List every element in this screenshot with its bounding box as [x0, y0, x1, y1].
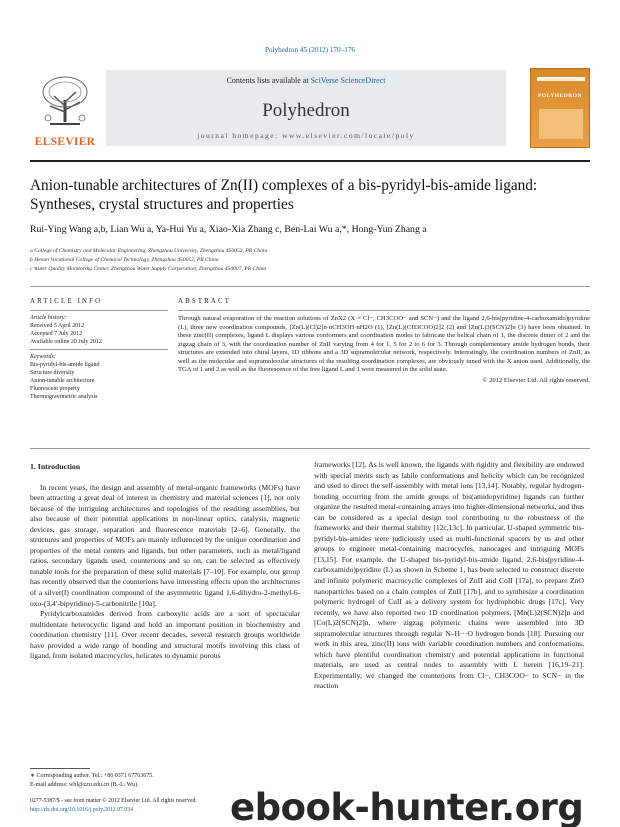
keyword: Structure diversity: [30, 370, 75, 376]
cover-title: POLYHEDRON: [538, 93, 582, 99]
corresponding-author: ∗ Corresponding author. Tel.: +86 0371 67763675.: [30, 773, 154, 779]
article-info-rule: [30, 310, 168, 311]
abstract-copyright: © 2012 Elsevier Ltd. All rights reserved.: [482, 376, 590, 384]
body-column-right: [314, 460, 584, 692]
abstract-rule: [178, 310, 590, 311]
keywords-rule: [30, 349, 168, 350]
abstract: [178, 298, 590, 384]
sciencedirect-link[interactable]: SciVerse ScienceDirect: [310, 76, 386, 85]
journal-masthead: [30, 64, 590, 154]
article-info: [30, 298, 168, 401]
keyword: Anion-tunable architecture: [30, 378, 95, 384]
elsevier-tree-icon: [36, 72, 94, 130]
author-email[interactable]: E-mail address: wbl@zzu.edu.cn (B.-L. Wu).: [30, 782, 139, 788]
history-label: Article history:: [30, 315, 67, 321]
affiliations: [30, 247, 590, 274]
doi-link[interactable]: http://dx.doi.org/10.1016/j.poly.2012.07.034: [30, 806, 134, 813]
affiliation-a: a College of Chemistry and Molecular Engineering, Zhengzhou University, Zhengzhou 450052, PR China: [30, 248, 268, 254]
header-divider: [30, 286, 590, 287]
keywords-label: Keywords:: [30, 354, 56, 360]
journal-homepage[interactable]: journal homepage: www.elsevier.com/locate/poly: [197, 131, 415, 140]
journal-citation[interactable]: Polyhedron 45 (2012) 170–176: [264, 46, 356, 54]
article-info-heading: ARTICLE INFO: [30, 298, 103, 305]
issn-line: 0277-5387/$ - see front matter © 2012 Elsevier Ltd. All rights reserved.: [30, 798, 197, 804]
paragraph: In recent years, the design and assembly of metal-organic frameworks (MOFs) have been attracting a great deal of interest in chemistry and material sciences [1], not only because of the intriguing architectures and topologies of the resulting assemblies, but also because of their potential applications in non-linear optics, catalysis, magnetic devices, gas storage, separation and fluorescence materials [2–6]. Generally, the structures and properties of MOFs are mainly influenced by the unique coordination and properties of the metal centers and ligands, but other parameters, such as metal/ligand ratios, secondary ligands used, counterions and so on, can be selected as effectively tunable tools for the preparation of these solid materials [7–10]. For example, our group has recently observed that the counterions have interesting effects upon the architectures of a silver(I) coordination compound of the asymmetric ligand 1,6-dihydro-2-methyl-6-oxo-(3,4′-bipyridine)-5-carbonitrile [10a].: [30, 482, 300, 608]
paragraph: frameworks [12]. As is well known, the ligands with rigidity and flexibility are endowed with special merits such as labile conformations and helicity which can be recognized and used to direct the self-assembly with metal ions [13,14]. Notably, regular hydrogen-bonding occurring from the amide groups of bis(amidopyridine) ligands can further organize the resulted metal-containing arrays into higher-dimensional networks, and thus can be considered as a special design tool contributing to the robustness of the frameworks and their thermal stability [12c,13c]. In particular, U-shaped symmetric bis-pyridyl-bis-amides were judiciously used as multi-functional spacers by us and other groups to engineer metal-containing macrocycles, nanocages and intriguing MOFs [13,15]. For example, the U-shaped bis-pyridyl-bis-amide ligand, 2,6-bis(pyridine-4-carboxamido)pyridine (L) as shown in Scheme 1, has been selected to construct discrete and infinite polymeric macrocyclic complexes of ZnII and CoII [17a], to prepare ZnO nanoparticles based on a chain complex of ZnII [17b], and to synthesize a coordination polymeric hydrogel of CuII as a delivery system for hydrophobic drugs [17c]. Very recently, we have also reported two 1D coordination polymers, [Mn(L)2(SCN)2]n and [Co(L)2(SCN)2]n, where zigzag polymeric chains were assembled into 3D supramolecular structures through regular N–H···O hydrogen bonds [18]. Pursuing our work in this area, zinc(II) ions with variable coordination numbers and conformations, which have plentiful coordination chemistry and potential applications in functional materials, are used as central nodes to assembly with L herein [16,19–21]. Experimentally, we changed the counterions from Cl−, CH3COO− to SCN− in the reaction: [314, 460, 584, 691]
abstract-text: Through natural evaporation of the reaction solutions of ZnX2 (X = Cl−, CH3COO− and SCN−) and the ligand 2,6-bis(pyridine-4-carboxamido)pyridine (L), three new coordination compounds, [Zn(L)(Cl)2]n·nCH3OH·nH2O (1), [Zn(L)(CH3COO)2]2 (2) and [Zn(L)3(SCN)2]n (3) have been obtained. In these zinc(II) complexes, ligand L displays various conformers and coordination modes to fabricate the helical chain of 1, the discrete dimer of 2 and the zigzag chain of 3, with the coordination number of ZnII varying from 4 for 1, 5 for 2 to 6 for 3. Through complementary amide hydrogen bonds, their structures are extended into chiral layers, 1D ribbons and a 3D supramolecular network, respectively. Interestingly, the coordination numbers of ZnII, as well as the molecular and supramolecular structures of the resulting coordination complexes, are obviously tuned with the X anion used. Additionally, the TGA of 1 and 2 as well as the fluorescence of the free ligand L and 1 were measured in the solid state.: [178, 315, 590, 374]
paragraph: Pyridylcarboxamides derived from carboxylic acids are a sort of spectacular multidentate heterocyclic ligand and hold an important position in biochemistry and coordination chemistry [11]. Over recent decades, several research groups worldwide have provided a wide range of bonding and structural motifs involving this class of ligand, from isolated macrocycles, helicates to dynamic porous: [30, 609, 300, 661]
affiliation-c: c Water Quality Monitoring Center, Zhengzhou Water Supply Corporation, Zhengzhou 450007, PR China: [30, 266, 267, 272]
abstract-divider: [30, 448, 590, 449]
journal-banner: [106, 70, 506, 146]
elsevier-wordmark: ELSEVIER: [34, 136, 96, 148]
keyword: Bis-pyridyl-bis-amide ligand: [30, 362, 100, 368]
cover-artwork: [539, 109, 583, 139]
history-accepted: Accepted 7 July 2012: [30, 331, 83, 337]
contents-line: [106, 76, 506, 85]
abstract-heading: ABSTRACT: [178, 298, 232, 305]
affiliation-b: b Henan Vocational College of Chemical Technology, Zhengzhou 450052, PR China: [30, 257, 219, 263]
keyword: Fluorescent property: [30, 386, 80, 392]
elsevier-logo: [30, 64, 100, 152]
section-heading-introduction: 1. Introduction: [30, 462, 81, 471]
author-list: Rui-Ying Wang a,b, Lian Wu a, Ya-Hui Yu a, Xiao-Xia Zhang c, Ben-Lai Wu a,*, Hong-Yun Zhang a: [30, 224, 427, 235]
watermark-text: ebook-hunter.org: [230, 786, 584, 827]
contents-prefix: Contents lists available at: [226, 76, 311, 85]
article-title: Anion-tunable architectures of Zn(II) complexes of a bis-pyridyl-bis-amide ligand: Syntheses, crystal structures and properties: [30, 177, 538, 213]
history-received: Received 5 April 2012: [30, 323, 85, 329]
keyword: Thermogravimetric analysis: [30, 394, 98, 400]
footnote-rule: [30, 768, 90, 769]
masthead-divider: [30, 160, 590, 162]
cover-stripe: [537, 77, 585, 81]
body-column-left: [30, 462, 300, 662]
journal-title: Polyhedron: [262, 100, 350, 121]
journal-cover-image: [530, 68, 590, 148]
history-online: Available online 20 July 2012: [30, 339, 102, 345]
